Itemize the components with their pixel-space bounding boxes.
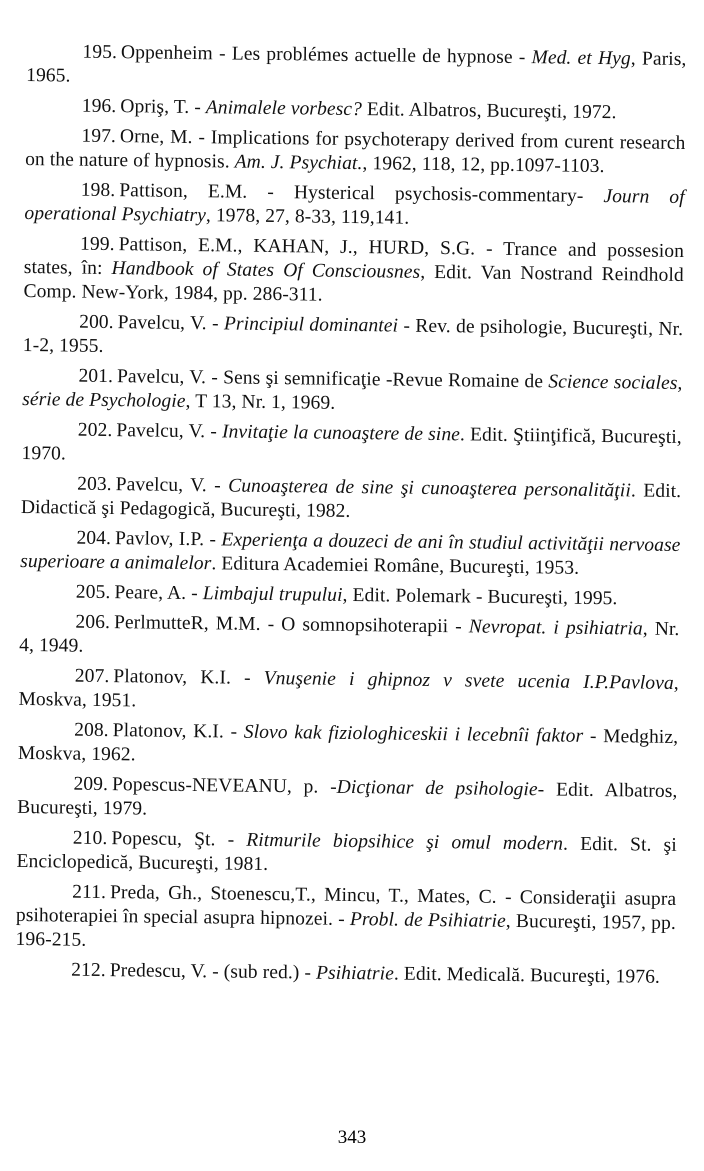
entry-publication: , 1978, 27, 8-33, 119,141. [205,205,410,229]
entry-publication: - Medghiz, Moskva, 1962. [17,725,679,766]
entry-number: 196. [81,95,117,118]
entry-number: 211. [72,881,107,904]
entry-publication: . Edit. Ştiinţifică, Bucureşti, 1970. [21,424,682,465]
bibliography-entry [18,664,679,720]
entry-number: 205. [75,581,111,604]
bibliography-entry [23,310,684,366]
page-number: 343 [337,1127,367,1148]
entry-title: Science sociales, série de Psychologie [22,371,683,412]
entry-title: Probl. de Psihiatrie [349,909,506,932]
entry-publication: , Edit. Polemark - Bucureşti, 1995. [342,584,618,610]
bibliography-entry [21,418,682,474]
bibliography-entry [16,826,677,882]
entry-number: 208. [74,719,109,742]
entry-title: Cunoaşterea de sine şi cunoaşterea personalităţii [228,475,632,502]
bibliography-entry [23,232,684,312]
entry-title: Experienţa a douzeci de ani în studiul activităţii nervoase superioare a animalelor [20,529,681,575]
bibliography-entry [15,880,676,960]
entry-text: Pavelcu, V. - Sens şi semnificaţie -Revue Romaine de [116,366,549,393]
entry-number: 207. [74,665,110,688]
entry-number: 195. [82,41,118,64]
entry-text: Platonov, K.I. - [113,666,264,689]
entry-text: Predescu, V. - (sub red.) - [109,960,317,984]
entry-number: 199. [79,233,115,256]
entry-publication: - Edit. Albatros, Bucureşti, 1979. [17,779,678,820]
entry-text: Platonov, K.I. - [112,720,244,743]
entry-publication: , Moskva, 1951. [18,672,679,712]
bibliography-entry [21,472,682,528]
bibliography-entry [25,124,686,180]
entry-number: 198. [80,179,116,202]
entry-title: Limbajul trupului [202,583,343,606]
entry-number: 202. [77,419,113,442]
entry-number: 197. [81,125,117,148]
entry-title: Am. J. Psychiat. [234,151,363,175]
entry-number: 212. [71,959,106,982]
bibliography-entry [15,958,675,990]
entry-title: Psihiatrie [315,962,395,985]
entry-text: Pattison, E.M. - Hysterical psychosis-commentary- [119,180,604,208]
entry-number: 200. [79,311,114,334]
entry-title: Dicţionar de psihologie [336,776,538,801]
entry-number: 203. [77,473,112,496]
entry-title: Invitaţie la cunoaştere de sine [221,421,461,446]
entry-publication: , Edit. Van Nostrand Reindhold Comp. New-York, 1984, pp. 286-311. [23,261,684,306]
entry-title: Ritmurile biopsihice şi omul modern [246,829,564,855]
entry-text: Pavelcu, V. - [115,474,229,497]
bibliography-entry [17,772,678,828]
bibliography-entry [18,718,679,774]
entry-number: 206. [75,611,111,634]
entry-title: Nevropat. i psihiatria [468,616,643,640]
entry-text: Pavelcu, V. - [117,312,225,335]
entry-number: 210. [72,827,108,850]
entry-text: Orne, M. - Implications for psychoterapy derived from curent research on the nature of hypnosis. [25,126,686,173]
bibliography-entry [24,178,685,234]
entry-text: Opriş, T. - [120,96,206,119]
bibliography-entry [22,364,683,420]
entry-publication: . Edit. St. şi Enciclopedică, Bucureşti, 1981. [16,833,677,875]
entry-publication: . Editura Academiei Române, Bucureşti, 1953. [211,553,580,579]
entry-text: PerlmutteR, M.M. - O somnopsihoterapii - [113,612,469,638]
entry-publication: , Bucureşti, 1957, pp. 196-215. [15,910,676,951]
entry-publication: , T 13, Nr. 1, 1969. [185,390,336,414]
entry-text: Peare, A. - [114,582,203,605]
entry-text: Popescus-NEVEANU, p. - [111,774,337,798]
entry-title: Journ of operational Psychiatry [24,186,685,227]
entry-publication: . Edit. Medicală. Bucureşti, 1976. [393,963,661,988]
entry-text: Pavlov, I.P. - [114,528,222,551]
entry-title: Slovo kak fiziologhiceskii i lecebnîi faktor [243,721,584,747]
bibliography-entry [20,580,680,612]
entry-title: Handbook of States Of Consciousnes [111,258,421,283]
entry-title: Animalele vorbesc? [205,97,363,121]
entry-number: 201. [78,365,114,388]
bibliography-entry [20,526,681,582]
entry-number: 204. [76,527,112,550]
bibliography-entry [26,40,687,96]
entry-publication: , Nr. 4, 1949. [19,618,680,657]
bibliography-entry [26,94,686,126]
entry-text: Pattison, E.M., KAHAN, J., HURD, S.G. - Trance and possesion states, în: [23,234,685,280]
entry-text: Popescu, Şt. - [111,828,247,851]
entry-number: 209. [73,773,109,796]
entry-publication: , 1962, 118, 12, pp.1097-1103. [362,153,605,178]
entry-title: Med. et Hyg [531,47,631,70]
entry-text: Preda, Gh., Stoenescu,T., Mincu, T., Mates, C. - Consideraţii asupra psihoterapiei în special asupra hipnozei. - [15,882,677,930]
entry-publication: - Rev. de psihologie, Bucureşti, Nr. 1-2, 1955. [22,315,684,357]
entry-text: Oppenheim - Les problémes actuelle de hypnose - [120,42,532,69]
entry-title: Vnuşenie i ghipnoz v svete ucenia I.P.Pavlova [263,667,674,694]
entry-publication: Edit. Albatros, Bucureşti, 1972. [361,99,617,124]
bibliography-list [15,40,686,990]
entry-text: Pavelcu, V. - [116,420,223,443]
bibliography-entry [19,610,680,666]
entry-publication: . Edit. Didactică şi Pedagogică, Bucureşti, 1982. [20,480,682,522]
entry-title: Principiul dominantei [223,313,399,337]
entry-publication: , Paris, 1965. [26,48,687,87]
